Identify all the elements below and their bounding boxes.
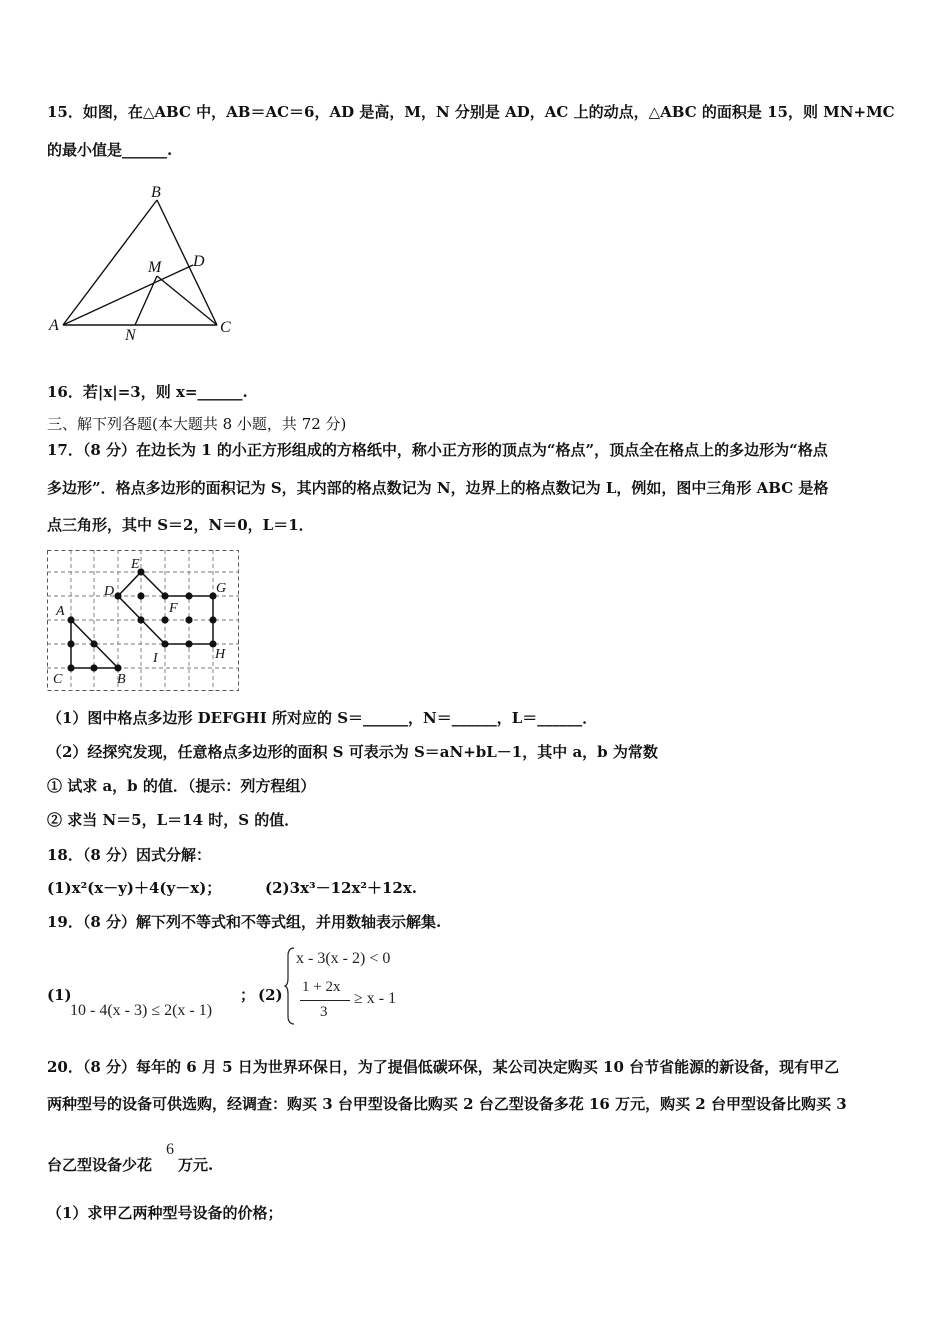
q20-line3-post: 万元. (178, 1156, 214, 1174)
q17-part2: （2）经探究发现，任意格点多边形的面积 S 可表示为 S＝aN+bL－1，其中 a，b 为常数 (47, 743, 658, 761)
q18-title: 18．（8 分）因式分解： (47, 846, 212, 864)
label-b: B (151, 184, 161, 201)
grid-label-c: C (53, 672, 63, 687)
lattice-grid-figure (47, 550, 241, 693)
segment-mn (135, 276, 157, 325)
fraction-bar (300, 1000, 350, 1001)
q19-sys-numerator: 1 + 2x (302, 979, 341, 995)
q18-part2: (2)3x³－12x²＋12x. (265, 879, 418, 897)
section-3-title: 三、解下列各题(本大题共 8 小题，共 72 分) (47, 415, 347, 433)
q15-line2: 的最小值是______. (47, 141, 173, 159)
label-n: N (125, 327, 136, 344)
q18-part1: (1)x²(x－y)＋4(y－x)； (47, 879, 222, 897)
grid-label-b: B (117, 672, 126, 687)
q19-sep: ； (240, 986, 256, 1004)
grid-label-e: E (131, 557, 140, 572)
q20-line3-num: 6 (166, 1141, 174, 1158)
segment-mc (157, 276, 217, 325)
q17-sub2: ② 求当 N＝5，L＝14 时，S 的值． (47, 811, 300, 829)
q17-sub1: ① 试求 a，b 的值．（提示：列方程组） (47, 777, 316, 795)
q20-part1: （1）求甲乙两种型号设备的价格； (47, 1204, 283, 1222)
q19-sys-rhs: ≥ x - 1 (354, 990, 397, 1007)
q19-sys-line1: x - 3(x - 2) < 0 (296, 950, 391, 967)
q19-expr1: 10 - 4(x - 3) ≤ 2(x - 1) (70, 1002, 213, 1019)
system-brace (284, 946, 296, 1026)
q17-part1: （1）图中格点多边形 DEFGHI 所对应的 S＝______，N＝______，L＝______． (47, 709, 598, 727)
q20-line2: 两种型号的设备可供选购，经调查：购买 3 台甲型设备比购买 2 台乙型设备多花 16 万元，购买 2 台甲型设备比购买 3 (47, 1095, 847, 1113)
grid-label-f: F (169, 601, 178, 616)
grid-label-a: A (56, 604, 65, 619)
q17-line3: 点三角形，其中 S＝2，N＝0，L＝1． (47, 516, 314, 534)
label-d: D (193, 253, 205, 270)
q20-line1: 20．（8 分）每年的 6 月 5 日为世界环保日，为了提倡低碳环保，某公司决定购买 10 台节省能源的新设备，现有甲乙 (47, 1058, 840, 1076)
triangle-figure (45, 180, 245, 345)
q16-text: 16．若|x|=3，则 x=______. (47, 383, 248, 401)
q19-title: 19．（8 分）解下列不等式和不等式组，并用数轴表示解集. (47, 913, 442, 931)
label-c: C (220, 319, 231, 336)
q17-line1: 17．（8 分）在边长为 1 的小正方形组成的方格纸中，称小正方形的顶点为“格点”，顶点全在格点上的多边形为“格点 (47, 441, 828, 459)
grid-label-h: H (215, 647, 226, 662)
label-a: A (49, 317, 59, 334)
grid-label-g: G (216, 581, 227, 596)
q19-label2: (2) (258, 986, 283, 1004)
q15-line1: 15．如图，在△ABC 中，AB＝AC＝6，AD 是高，M，N 分别是 AD，AC 上的动点，△ABC 的面积是 15，则 MN+MC (47, 103, 895, 121)
polygon-defghi (118, 572, 213, 644)
label-m: M (148, 259, 162, 276)
segment-bc (157, 200, 217, 325)
segment-ad (63, 265, 193, 325)
q19-label1: (1) (47, 986, 72, 1004)
grid-label-d: D (104, 584, 115, 599)
grid-label-i: I (153, 651, 158, 666)
q20-line3-pre: 台乙型设备少花 (47, 1156, 153, 1174)
q17-line2: 多边形”．格点多边形的面积记为 S，其内部的格点数记为 N，边界上的格点数记为 L，例如，图中三角形 ABC 是格 (47, 479, 829, 497)
q19-sys-denominator: 3 (320, 1004, 328, 1020)
